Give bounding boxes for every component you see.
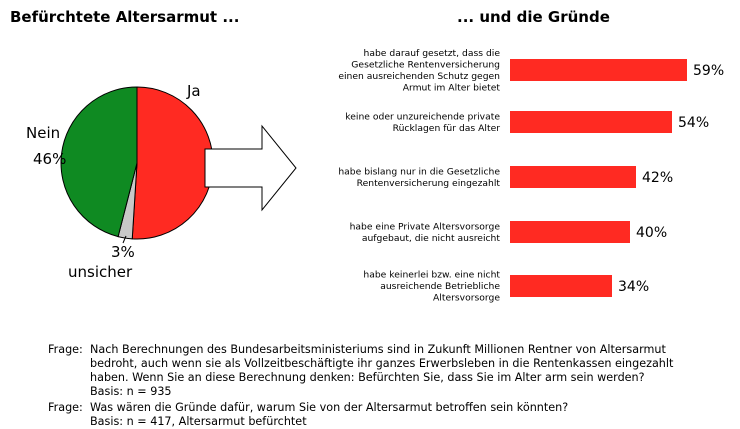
footnote-2-label: Frage: [48, 401, 83, 414]
bar-category-label: habe darauf gesetzt, dass die [363, 47, 500, 59]
question-footnotes [48, 343, 728, 429]
footnote-2-basis: Basis: n = 417, Altersarmut befürchtet [90, 415, 307, 428]
pie-chart [61, 87, 213, 243]
bar-value-label: 59% [693, 63, 725, 79]
bar-category-label: habe eine Private Altersvorsorge [349, 221, 500, 233]
pie-label-nein: Nein [26, 124, 61, 142]
footnote-1 [48, 343, 728, 399]
bar-value-label: 40% [636, 225, 668, 241]
bar-category-label: keine oder unzureichende private [345, 111, 500, 123]
bar-0 [510, 59, 687, 81]
footnote-1-line: bedroht, auch wenn sie als Vollzeitbeschäftigte ihr ganzes Erwerbsleben in die Rentenkassen eingezahlt [90, 357, 674, 370]
footnote-1-label: Frage: [48, 343, 83, 356]
bar-category-label: aufgebaut, die nicht ausreicht [361, 232, 500, 244]
bar-category-label: Rentenversicherung eingezahlt [356, 177, 500, 189]
bar-category-label: habe bislang nur in die Gesetzliche [338, 166, 500, 178]
bar-category-label: Rücklagen für das Alter [392, 122, 500, 134]
pie-value-unsicher: 3% [111, 243, 135, 261]
bar-2 [510, 166, 636, 188]
bar-value-label: 54% [678, 115, 710, 131]
bar-1 [510, 111, 672, 133]
pie-slice-0 [132, 87, 213, 239]
bar-category-label: ausreichende Betriebliche [380, 281, 500, 292]
bar-category-label: einen ausreichenden Schutz gegen [338, 70, 500, 82]
pie-label-ja: Ja [187, 82, 201, 100]
bar-value-label: 34% [618, 279, 650, 295]
footnote-2-line: Was wären die Gründe dafür, warum Sie von der Altersarmut betroffen sein könnten? [90, 401, 569, 414]
bar-value-label: 42% [642, 170, 674, 186]
bar-3 [510, 221, 630, 243]
footnote-1-line: Nach Berechnungen des Bundesarbeitsministeriums sind in Zukunft Millionen Rentner von Altersarmut [90, 343, 666, 356]
bar-chart-title: ... und die Gründe [457, 8, 610, 26]
footnote-1-basis: Basis: n = 935 [90, 385, 172, 398]
bar-category-label: Gesetzliche Rentenversicherung [351, 59, 500, 71]
bar-category-label: Armut im Alter bietet [402, 82, 500, 94]
arrow-shape [205, 126, 296, 210]
pie-label-unsicher: unsicher [68, 263, 133, 281]
footnote-2 [48, 401, 728, 429]
bar-category-label: habe keinerlei bzw. eine nicht [363, 269, 500, 281]
pie-value-nein: 46% [33, 150, 67, 168]
footnote-1-line: haben. Wenn Sie an diese Berechnung denken: Befürchten Sie, dass Sie im Alter arm sein werden? [90, 371, 645, 384]
bar-category-label: Altersvorsorge [433, 292, 500, 304]
bar-4 [510, 275, 612, 297]
pie-chart-title: Befürchtete Altersarmut ... [10, 8, 240, 26]
bar-chart [338, 48, 724, 304]
